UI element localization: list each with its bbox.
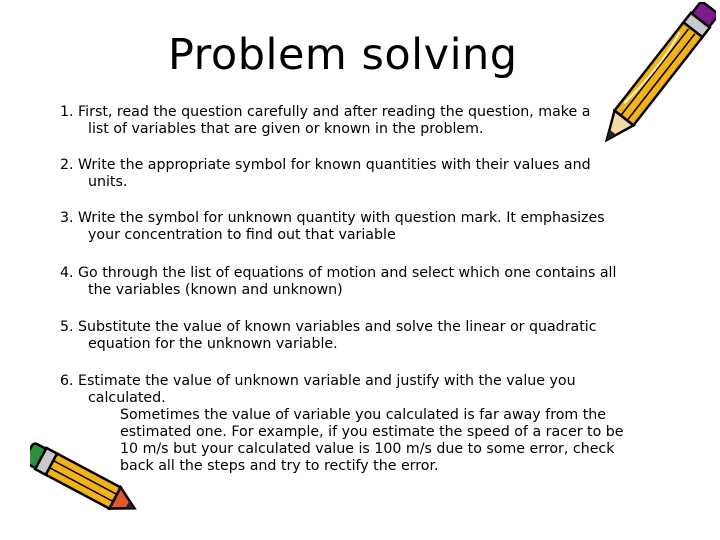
step-1-line-2: list of variables that are given or known in the problem. bbox=[88, 121, 484, 137]
step-4 bbox=[60, 265, 660, 299]
step-5-line-2: equation for the unknown variable. bbox=[88, 336, 338, 352]
step-6-line-1: 6. Estimate the value of unknown variable and justify with the value you bbox=[60, 373, 576, 389]
page-title: Problem solving bbox=[168, 30, 518, 80]
step-2-line-2: units. bbox=[88, 174, 128, 190]
step-5 bbox=[60, 319, 660, 353]
step-3 bbox=[60, 210, 660, 244]
step-6-note-line-3: 10 m/s but your calculated value is 100 m/s due to some error, check bbox=[120, 441, 615, 457]
step-6-note-line-4: back all the steps and try to rectify the error. bbox=[120, 458, 439, 474]
step-6 bbox=[60, 373, 660, 475]
step-6-note-line-2: estimated one. For example, if you estimate the speed of a racer to be bbox=[120, 424, 624, 440]
step-5-line-1: 5. Substitute the value of known variables and solve the linear or quadratic bbox=[60, 319, 597, 335]
step-3-line-1: 3. Write the symbol for unknown quantity with question mark. It emphasizes bbox=[60, 210, 605, 226]
step-6-line-2: calculated. bbox=[88, 390, 166, 406]
step-6-note-line-1: Sometimes the value of variable you calculated is far away from the bbox=[120, 407, 607, 423]
step-2 bbox=[60, 157, 660, 191]
pencil-clipart-left bbox=[30, 432, 145, 537]
step-3-line-2: your concentration to find out that variable bbox=[88, 227, 396, 243]
step-1 bbox=[60, 104, 660, 138]
step-4-line-1: 4. Go through the list of equations of motion and select which one contains all bbox=[60, 265, 617, 281]
step-4-line-2: the variables (known and unknown) bbox=[88, 282, 343, 298]
step-1-line-1: 1. First, read the question carefully and after reading the question, make a bbox=[60, 104, 591, 120]
pencil-clipart-right bbox=[596, 2, 716, 152]
step-2-line-1: 2. Write the appropriate symbol for known quantities with their values and bbox=[60, 157, 591, 173]
